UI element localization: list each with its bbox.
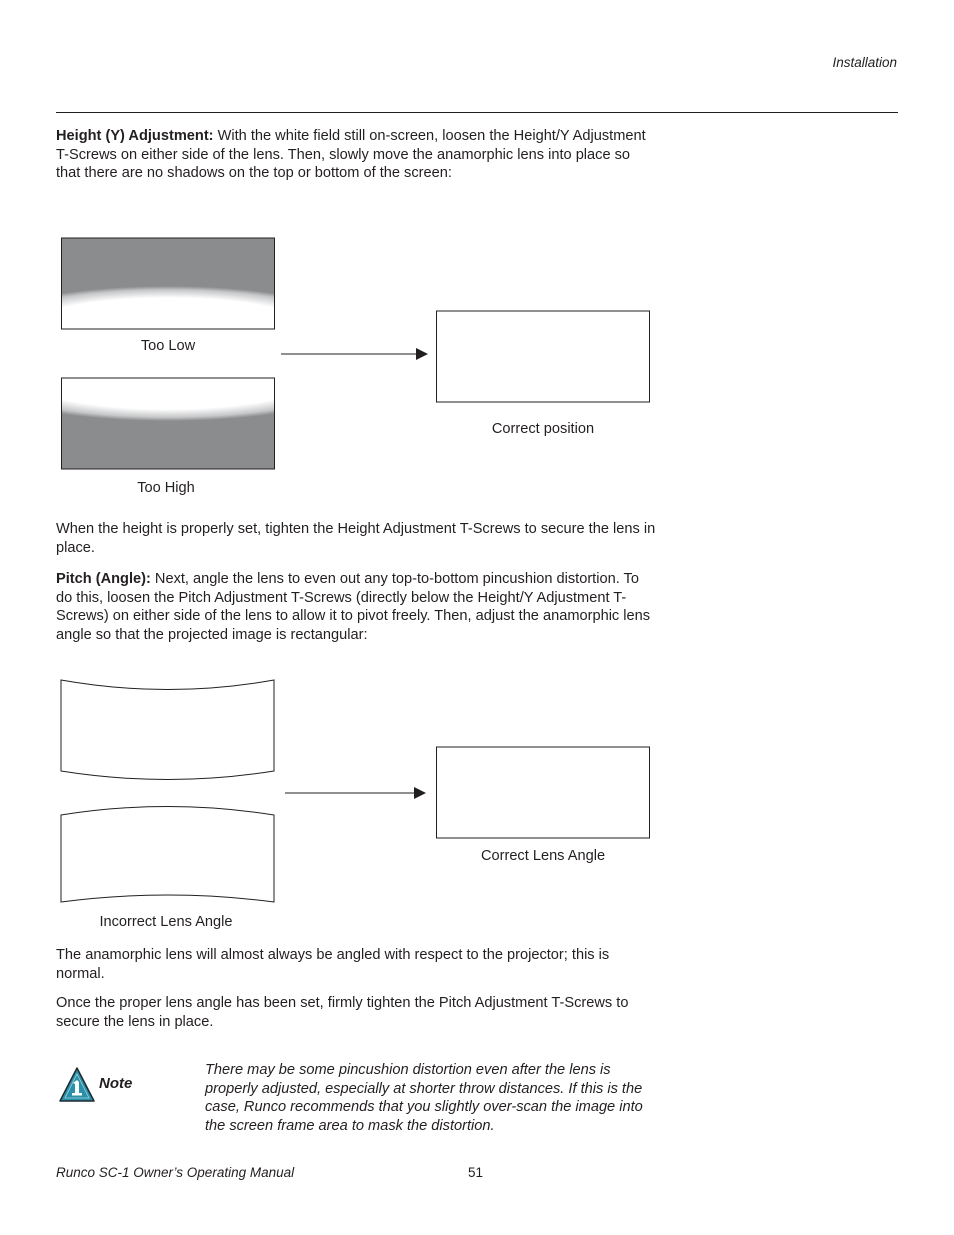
incorrect-angle-screen-bottom — [61, 807, 274, 903]
too-high-screen — [62, 378, 275, 469]
height-adjustment-heading: Height (Y) Adjustment: — [56, 128, 214, 144]
correct-position-screen — [437, 311, 650, 402]
too-low-screen — [62, 238, 275, 329]
too-low-caption: Too Low — [140, 338, 196, 354]
height-arrow-head — [416, 348, 428, 360]
height-after-paragraph: When the height is properly set, tighten the Height Adjustment T-Screws to secure the lens in place. — [56, 521, 656, 556]
pitch-after-paragraph-2: Once the proper lens angle has been set, firmly tighten the Pitch Adjustment T-Screws to secure the lens in place. — [56, 995, 629, 1030]
correct-position-caption: Correct position — [491, 421, 595, 437]
correct-lens-angle-caption: Correct Lens Angle — [480, 848, 606, 864]
height-adjustment-paragraph — [56, 127, 656, 183]
height-adjustment-text: With the white field still on-screen, loosen the Height/Y Adjustment T-Screws on either side of the lens. Then, slowly move the anamorphic lens into place so that there are no shadows on the top or bottom of the screen: — [56, 128, 646, 182]
note-label: Note — [99, 1075, 133, 1092]
correct-angle-screen — [437, 747, 650, 838]
footer-page-number: 51 — [468, 1165, 484, 1180]
incorrect-angle-screen-top — [61, 680, 274, 780]
incorrect-lens-angle-caption: Incorrect Lens Angle — [99, 914, 233, 930]
header-rule — [56, 112, 898, 113]
note-warning-icon — [58, 1066, 96, 1104]
too-high-caption: Too High — [137, 480, 195, 496]
footer-manual-title: Runco SC-1 Owner’s Operating Manual — [56, 1165, 295, 1180]
note-text: There may be some pincushion distortion even after the lens is properly adjusted, especially at shorter throw distances. If this is the case, Runco recommends that you slightly over-scan the image into the screen frame area to mask the distortion. — [205, 1062, 643, 1134]
section-header: Installation — [832, 55, 897, 70]
pitch-text: Next, angle the lens to even out any top-to-bottom pincushion distortion. To do this, loosen the Pitch Adjustment T-Screws (directly below the Height/Y Adjustment T-Screws) on either side of the lens to allow it to pivot freely. Then, adjust the anamorphic lens angle so that the projected image is rectangular: — [56, 571, 651, 643]
pitch-paragraph — [56, 570, 656, 644]
pitch-adjustment-figure — [56, 674, 666, 910]
pitch-heading: Pitch (Angle): — [56, 571, 151, 587]
pitch-arrow-head — [414, 787, 426, 799]
pitch-after-paragraph-1: The anamorphic lens will almost always be angled with respect to the projector; this is normal. — [56, 947, 610, 982]
